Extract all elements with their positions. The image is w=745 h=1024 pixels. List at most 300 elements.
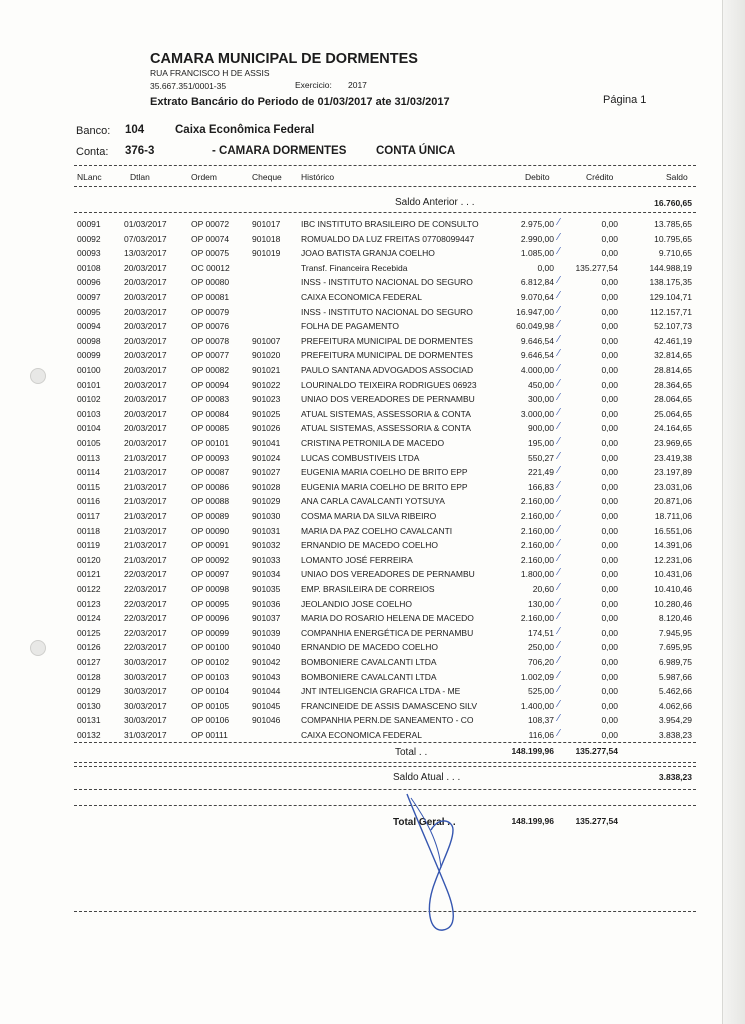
balance-cell: 28.364,65	[654, 379, 692, 390]
date-cell: 22/03/2017	[124, 627, 167, 638]
order-cell: OP 00072	[191, 219, 230, 229]
account-label: Conta:	[76, 146, 109, 158]
balance-cell: 112.157,71	[650, 306, 692, 317]
col-credito: Crédito	[586, 172, 614, 182]
divider	[74, 186, 696, 187]
col-dtlan: Dtlan	[130, 172, 150, 182]
debit-cell: 2.990,00	[520, 233, 554, 244]
balance-cell: 3.838,23	[658, 730, 692, 740]
statement-title: Extrato Bancário do Periodo de 01/03/2017 ate 31/03/2017	[150, 96, 450, 108]
debit-cell: 1.400,00	[520, 700, 554, 711]
check-mark-icon: ⁄	[558, 363, 560, 374]
nlanc-cell: 00095	[77, 306, 101, 317]
col-saldo: Saldo	[666, 172, 688, 182]
credit-cell: 0,00	[601, 598, 618, 609]
cheque-cell: 901020	[252, 350, 281, 361]
debit-cell: 20,60	[532, 584, 554, 594]
order-cell: OP 00103	[191, 671, 230, 682]
table-row	[0, 552, 745, 569]
nlanc-cell: 00093	[77, 248, 101, 259]
description-cell: ROMUALDO DA LUZ FREITAS 07708099447	[301, 233, 475, 244]
credit-cell: 0,00	[601, 379, 618, 390]
nlanc-cell: 00129	[77, 686, 101, 697]
table-row	[0, 231, 745, 248]
order-cell: OP 00099	[191, 627, 230, 638]
table-row	[0, 715, 745, 729]
nlanc-cell: 00108	[77, 262, 101, 273]
date-cell: 30/03/2017	[124, 657, 167, 667]
description-cell: JOAO BATISTA GRANJA COELHO	[301, 248, 435, 259]
table-row	[0, 686, 745, 700]
table-row	[0, 292, 745, 306]
credit-cell: 0,00	[601, 277, 618, 288]
check-mark-icon: ⁄	[558, 333, 560, 345]
check-mark-icon: ⁄	[558, 523, 560, 535]
cheque-cell: 901037	[252, 613, 281, 624]
credit-cell: 0,00	[601, 657, 618, 667]
nlanc-cell: 00100	[77, 365, 101, 375]
description-cell: CAIXA ECONOMICA FEDERAL	[301, 730, 422, 740]
date-cell: 20/03/2017	[124, 292, 167, 302]
nlanc-cell: 00119	[77, 540, 101, 551]
description-cell: COMPANHIA ENERGÉTICA DE PERNAMBU	[301, 627, 474, 638]
cheque-cell: 901031	[252, 525, 281, 536]
nlanc-cell: 00124	[77, 613, 101, 624]
description-cell: COMPANHIA PERN.DE SANEAMENTO - CO	[301, 715, 474, 726]
debit-cell: 2.160,00	[520, 511, 554, 521]
order-cell: OP 00106	[191, 715, 230, 726]
credit-cell: 0,00	[601, 481, 618, 492]
cheque-cell: 901026	[252, 423, 281, 434]
description-cell: ERNANDIO DE MACEDO COELHO	[301, 540, 438, 551]
balance-cell: 25.064,65	[654, 408, 692, 419]
check-mark-icon: ⁄	[558, 436, 560, 447]
date-cell: 07/03/2017	[124, 233, 167, 244]
order-cell: OP 00100	[191, 642, 230, 653]
description-cell: Transf. Financeira Recebida	[301, 262, 408, 273]
date-cell: 30/03/2017	[124, 686, 167, 697]
date-cell: 22/03/2017	[124, 569, 167, 580]
order-cell: OP 00075	[191, 248, 230, 259]
table-row	[0, 642, 745, 656]
order-cell: OP 00076	[191, 321, 230, 332]
cheque-cell: 901044	[252, 686, 281, 697]
date-cell: 20/03/2017	[124, 394, 167, 405]
credit-cell: 0,00	[601, 306, 618, 317]
table-row	[0, 698, 745, 715]
order-cell: OP 00093	[191, 452, 230, 463]
description-cell: BOMBONIERE CAVALCANTI LTDA	[301, 671, 437, 682]
check-mark-icon: ⁄	[558, 713, 560, 725]
balance-cell: 24.164,65	[654, 423, 692, 434]
nlanc-cell: 00113	[77, 452, 101, 463]
date-cell: 20/03/2017	[124, 379, 167, 390]
balance-cell: 52.107,73	[654, 321, 692, 332]
col-nlanc: NLanc	[77, 172, 102, 182]
table-row	[0, 394, 745, 408]
balance-cell: 10.431,06	[654, 569, 692, 580]
date-cell: 31/03/2017	[124, 730, 167, 740]
order-cell: OP 00092	[191, 554, 230, 565]
table-row	[0, 613, 745, 627]
cheque-cell: 901029	[252, 496, 281, 507]
credit-cell: 0,00	[601, 233, 618, 244]
description-cell: BOMBONIERE CAVALCANTI LTDA	[301, 657, 437, 667]
debit-cell: 450,00	[528, 379, 554, 390]
table-row	[0, 423, 745, 437]
cheque-cell: 901018	[252, 233, 281, 244]
nlanc-cell: 00091	[77, 219, 101, 229]
cheque-cell: 901017	[252, 219, 281, 229]
balance-cell: 10.795,65	[654, 233, 692, 244]
account-name: - CAMARA DORMENTES	[212, 145, 347, 157]
order-cell: OP 00086	[191, 481, 230, 492]
table-row	[0, 406, 745, 423]
table-row	[0, 467, 745, 481]
order-cell: OP 00104	[191, 686, 230, 697]
balance-cell: 10.280,46	[654, 598, 692, 609]
description-cell: PREFEITURA MUNICIPAL DE DORMENTES	[301, 350, 473, 361]
check-mark-icon: ⁄	[558, 494, 560, 506]
description-cell: IBC INSTITUTO BRASILEIRO DE CONSULTO	[301, 219, 479, 229]
balance-cell: 10.410,46	[654, 584, 692, 594]
debit-cell: 4.000,00	[520, 365, 554, 375]
divider	[74, 911, 696, 912]
description-cell: UNIAO DOS VEREADORES DE PERNAMBU	[301, 394, 475, 405]
col-debito: Debito	[525, 172, 550, 182]
debit-cell: 166,83	[528, 481, 554, 492]
date-cell: 20/03/2017	[124, 277, 167, 288]
table-row	[0, 511, 745, 525]
balance-cell: 5.462,66	[658, 686, 692, 697]
credit-cell: 0,00	[601, 642, 618, 653]
check-mark-icon: ⁄	[558, 728, 560, 739]
table-row	[0, 540, 745, 554]
check-mark-icon: ⁄	[558, 290, 560, 301]
cheque-cell: 901045	[252, 700, 281, 711]
balance-cell: 28.064,65	[654, 394, 692, 405]
description-cell: EUGENIA MARIA COELHO DE BRITO EPP	[301, 467, 468, 478]
check-mark-icon: ⁄	[558, 479, 560, 491]
debit-cell: 2.160,00	[520, 540, 554, 551]
balance-cell: 23.197,89	[654, 467, 692, 478]
credit-cell: 0,00	[601, 452, 618, 463]
table-row	[0, 479, 745, 496]
exercicio-value: 2017	[348, 80, 367, 90]
debit-cell: 116,06	[528, 730, 554, 740]
table-row	[0, 304, 745, 321]
check-mark-icon: ⁄	[558, 465, 560, 477]
description-cell: ANA CARLA CAVALCANTI YOTSUYA	[301, 496, 445, 507]
bank-number: 104	[125, 124, 145, 136]
cheque-cell: 901022	[252, 379, 281, 390]
credit-cell: 0,00	[601, 627, 618, 638]
debit-cell: 221,49	[528, 467, 554, 478]
description-cell: PAULO SANTANA ADVOGADOS ASSOCIAD	[301, 365, 474, 375]
divider	[74, 805, 696, 806]
table-row	[0, 596, 745, 613]
check-mark-icon: ⁄	[558, 596, 560, 608]
debit-cell: 525,00	[528, 686, 554, 697]
order-cell: OP 00101	[191, 438, 230, 448]
cheque-cell: 901040	[252, 642, 281, 653]
credit-cell: 135.277,54	[575, 262, 618, 273]
order-cell: OP 00094	[191, 379, 230, 390]
description-cell: FOLHA DE PAGAMENTO	[301, 321, 399, 332]
debit-cell: 2.160,00	[520, 554, 554, 565]
nlanc-cell: 00123	[77, 598, 101, 609]
balance-cell: 14.391,06	[654, 540, 692, 551]
table-row	[0, 625, 745, 642]
nlanc-cell: 00126	[77, 642, 101, 653]
page-number: Página 1	[603, 94, 647, 106]
date-cell: 30/03/2017	[124, 700, 167, 711]
check-mark-icon: ⁄	[558, 406, 560, 418]
debit-cell: 195,00	[528, 438, 554, 448]
balance-cell: 32.814,65	[654, 350, 692, 361]
date-cell: 22/03/2017	[124, 584, 167, 594]
table-row	[0, 365, 745, 379]
total-label: Total . .	[395, 747, 428, 758]
balance-cell: 20.871,06	[654, 496, 692, 507]
institution-title: CAMARA MUNICIPAL DE DORMENTES	[150, 51, 418, 67]
credit-cell: 0,00	[601, 671, 618, 682]
debit-cell: 108,37	[528, 715, 554, 726]
credit-cell: 0,00	[601, 423, 618, 434]
address: RUA FRANCISCO H DE ASSIS	[150, 68, 270, 78]
debit-cell: 550,27	[528, 452, 554, 463]
table-row	[0, 657, 745, 671]
balance-cell: 5.987,66	[658, 671, 692, 682]
col-ordem: Ordem	[191, 172, 217, 182]
order-cell: OP 00102	[191, 657, 230, 667]
debit-cell: 2.160,00	[520, 496, 554, 507]
description-cell: PREFEITURA MUNICIPAL DE DORMENTES	[301, 335, 473, 346]
date-cell: 30/03/2017	[124, 715, 167, 726]
table-row	[0, 496, 745, 510]
balance-cell: 18.711,06	[654, 511, 692, 521]
check-mark-icon: ⁄	[558, 698, 560, 710]
cheque-cell: 901025	[252, 408, 281, 419]
debit-cell: 900,00	[528, 423, 554, 434]
order-cell: OP 00081	[191, 292, 230, 302]
balance-cell: 7.945,95	[658, 627, 692, 638]
order-cell: OP 00082	[191, 365, 230, 375]
date-cell: 20/03/2017	[124, 438, 167, 448]
cheque-cell: 901033	[252, 554, 281, 565]
check-mark-icon: ⁄	[558, 684, 560, 696]
divider	[74, 762, 696, 763]
credit-cell: 0,00	[601, 335, 618, 346]
check-mark-icon: ⁄	[558, 567, 560, 579]
table-row	[0, 333, 745, 350]
order-cell: OP 00087	[191, 467, 230, 478]
order-cell: OP 00105	[191, 700, 230, 711]
date-cell: 22/03/2017	[124, 613, 167, 624]
nlanc-cell: 00105	[77, 438, 101, 448]
cnpj: 35.667.351/0001-35	[150, 81, 227, 91]
description-cell: EMP. BRASILEIRA DE CORREIOS	[301, 584, 435, 594]
divider	[74, 742, 696, 743]
opening-balance-value: 16.760,65	[654, 198, 692, 208]
cheque-cell: 901035	[252, 584, 281, 594]
table-row	[0, 669, 745, 686]
opening-balance-label: Saldo Anterior . . .	[395, 197, 475, 208]
account-type: CONTA ÚNICA	[376, 145, 456, 157]
order-cell: OP 00078	[191, 335, 230, 346]
description-cell: CAIXA ECONOMICA FEDERAL	[301, 292, 422, 302]
date-cell: 30/03/2017	[124, 671, 167, 682]
cheque-cell: 901027	[252, 467, 281, 478]
check-mark-icon: ⁄	[558, 319, 560, 331]
credit-cell: 0,00	[601, 525, 618, 536]
check-mark-icon: ⁄	[558, 582, 560, 593]
table-row	[0, 584, 745, 598]
check-mark-icon: ⁄	[558, 669, 560, 681]
check-mark-icon: ⁄	[558, 348, 560, 360]
total-debit: 148.199,96	[511, 746, 554, 756]
credit-cell: 0,00	[601, 554, 618, 565]
nlanc-cell: 00096	[77, 277, 101, 288]
cheque-cell: 901041	[252, 438, 281, 448]
table-row	[0, 219, 745, 233]
check-mark-icon: ⁄	[558, 246, 560, 258]
description-cell: INSS - INSTITUTO NACIONAL DO SEGURO	[301, 306, 473, 317]
grand-total-label: Total Geral . .	[393, 817, 456, 828]
credit-cell: 0,00	[601, 584, 618, 594]
description-cell: LOMANTO JOSÉ FERREIRA	[301, 554, 413, 565]
date-cell: 21/03/2017	[124, 511, 167, 521]
table-row	[0, 438, 745, 452]
credit-cell: 0,00	[601, 248, 618, 259]
nlanc-cell: 00097	[77, 292, 101, 302]
credit-cell: 0,00	[601, 540, 618, 551]
debit-cell: 174,51	[528, 627, 554, 638]
debit-cell: 6.812,84	[520, 277, 554, 288]
order-cell: OP 00083	[191, 394, 230, 405]
balance-cell: 42.461,19	[654, 335, 692, 346]
date-cell: 22/03/2017	[124, 598, 167, 609]
nlanc-cell: 00104	[77, 423, 101, 434]
order-cell: OP 00095	[191, 598, 230, 609]
credit-cell: 0,00	[601, 365, 618, 375]
cheque-cell: 901007	[252, 335, 281, 346]
description-cell: FRANCINEIDE DE ASSIS DAMASCENO SILV	[301, 700, 478, 711]
balance-cell: 6.989,75	[658, 657, 692, 667]
order-cell: OP 00080	[191, 277, 230, 288]
cheque-cell: 901039	[252, 627, 281, 638]
description-cell: JEOLANDIO JOSE COELHO	[301, 598, 412, 609]
table-row	[0, 569, 745, 583]
debit-cell: 300,00	[528, 394, 554, 405]
grand-total-debit: 148.199,96	[511, 816, 554, 826]
order-cell: OP 00084	[191, 408, 230, 419]
debit-cell: 60.049,98	[516, 321, 554, 332]
nlanc-cell: 00114	[77, 467, 101, 478]
col-historico: Histórico	[301, 172, 335, 182]
credit-cell: 0,00	[601, 700, 618, 711]
divider	[74, 165, 696, 166]
check-mark-icon: ⁄	[558, 377, 560, 389]
credit-cell: 0,00	[601, 467, 618, 478]
order-cell: OP 00096	[191, 613, 230, 624]
order-cell: OP 00097	[191, 569, 230, 580]
credit-cell: 0,00	[601, 438, 618, 448]
balance-cell: 23.031,06	[654, 481, 692, 492]
nlanc-cell: 00118	[77, 525, 101, 536]
nlanc-cell: 00120	[77, 554, 101, 565]
nlanc-cell: 00102	[77, 394, 101, 405]
date-cell: 20/03/2017	[124, 262, 167, 273]
debit-cell: 250,00	[528, 642, 554, 653]
date-cell: 21/03/2017	[124, 481, 167, 492]
debit-cell: 9.646,54	[520, 350, 554, 361]
col-cheque: Cheque	[252, 172, 282, 182]
description-cell: COSMA MARIA DA SILVA RIBEIRO	[301, 511, 437, 521]
credit-cell: 0,00	[601, 613, 618, 624]
nlanc-cell: 00094	[77, 321, 101, 332]
cheque-cell: 901023	[252, 394, 281, 405]
order-cell: OP 00079	[191, 306, 230, 317]
nlanc-cell: 00125	[77, 627, 101, 638]
credit-cell: 0,00	[601, 292, 618, 302]
balance-cell: 16.551,06	[654, 525, 692, 536]
check-mark-icon: ⁄	[558, 552, 560, 564]
check-mark-icon: ⁄	[558, 304, 560, 316]
table-row	[0, 450, 745, 467]
nlanc-cell: 00098	[77, 335, 101, 346]
date-cell: 21/03/2017	[124, 540, 167, 551]
description-cell: MARIA DA PAZ COELHO CAVALCANTI	[301, 525, 453, 536]
check-mark-icon: ⁄	[558, 217, 560, 228]
description-cell: MARIA DO ROSARIO HELENA DE MACEDO	[301, 613, 474, 624]
date-cell: 20/03/2017	[124, 321, 167, 332]
date-cell: 22/03/2017	[124, 642, 167, 653]
credit-cell: 0,00	[601, 219, 618, 229]
nlanc-cell: 00127	[77, 657, 101, 667]
balance-cell: 138.175,35	[649, 277, 692, 288]
credit-cell: 0,00	[601, 569, 618, 580]
nlanc-cell: 00128	[77, 671, 101, 682]
nlanc-cell: 00130	[77, 700, 101, 711]
table-row	[0, 523, 745, 540]
description-cell: ERNANDIO DE MACEDO COELHO	[301, 642, 438, 653]
order-cell: OP 00091	[191, 540, 230, 551]
balance-cell: 13.785,65	[654, 219, 692, 229]
debit-cell: 3.000,00	[520, 408, 554, 419]
balance-cell: 28.814,65	[654, 365, 692, 375]
check-mark-icon: ⁄	[558, 421, 560, 433]
credit-cell: 0,00	[601, 321, 618, 332]
debit-cell: 1.085,00	[520, 248, 554, 259]
check-mark-icon: ⁄	[558, 655, 560, 666]
debit-cell: 0,00	[537, 262, 554, 273]
order-cell: OP 00111	[191, 730, 228, 740]
cheque-cell: 901046	[252, 715, 281, 726]
date-cell: 20/03/2017	[124, 306, 167, 317]
credit-cell: 0,00	[601, 394, 618, 405]
balance-cell: 12.231,06	[654, 554, 692, 565]
current-balance-label: Saldo Atual . . .	[393, 772, 461, 783]
divider	[74, 212, 696, 213]
credit-cell: 0,00	[601, 350, 618, 361]
credit-cell: 0,00	[601, 730, 618, 740]
order-cell: OP 00098	[191, 584, 230, 594]
credit-cell: 0,00	[601, 511, 618, 521]
date-cell: 20/03/2017	[124, 365, 167, 375]
description-cell: ATUAL SISTEMAS, ASSESSORIA & CONTA	[301, 408, 471, 419]
check-mark-icon: ⁄	[558, 275, 560, 287]
